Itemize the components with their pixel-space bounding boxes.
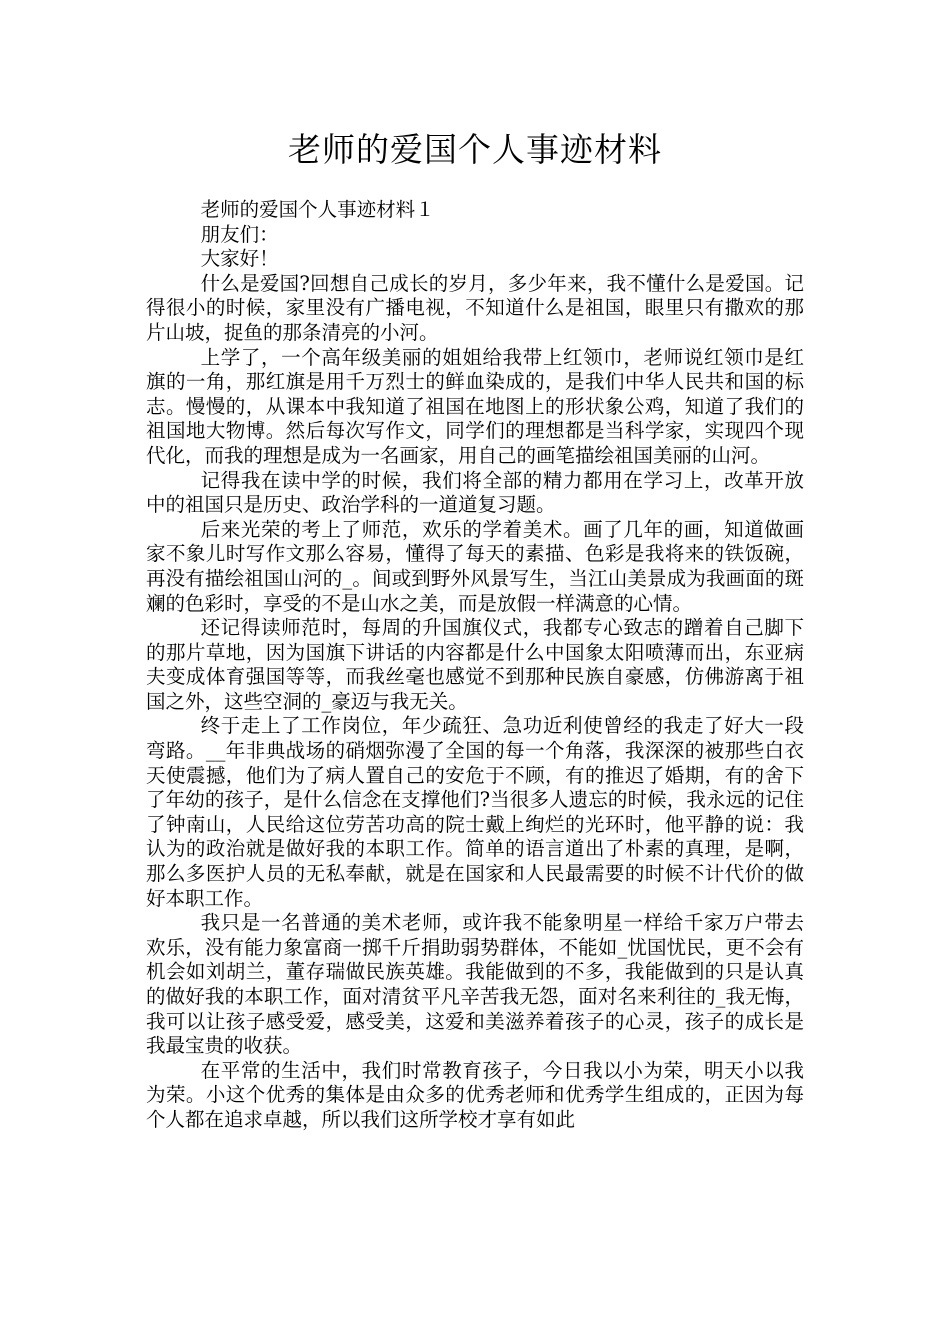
paragraph: 在平常的生活中，我们时常教育孩子，今日我以小为荣，明天小以我为荣。小这个优秀的集体是由众多的优秀老师和优秀学生组成的，正因为每个人都在追求卓越，所以我们这所学校才享有如此 [146, 1058, 804, 1131]
paragraph: 还记得读师范时，每周的升国旗仪式，我都专心致志的蹭着自己脚下的那片草地，因为国旗下讲话的内容都是什么中国象太阳喷薄而出，东亚病夫变成体育强国等等，而我丝毫也感觉不到那种民族自豪感，仿佛游离于祖国之外，这些空洞的_豪迈与我无关。 [146, 616, 804, 713]
section-heading: 老师的爱国个人事迹材料１ [200, 198, 435, 221]
paragraph: 什么是爱国?回想自己成长的岁月，多少年来，我不懂什么是爱国。记得很小的时候，家里没有广播电视，不知道什么是祖国，眼里只有撒欢的那片山坡，捉鱼的那条清亮的小河。 [146, 271, 804, 344]
document-title: 老师的爱国个人事迹材料 [288, 130, 662, 169]
paragraph: 我只是一名普通的美术老师，或许我不能象明星一样给千家万户带去欢乐，没有能力象富商一掷千斤捐助弱势群体，不能如_忧国忧民，更不会有机会如刘胡兰，董存瑞做民族英雄。我能做到的不多，我能做到的只是认真的做好我的本职工作，面对清贫平凡辛苦我无怨，面对名来利往的_我无悔，我可以让孩子感受爱，感受美，这爱和美滋养着孩子的心灵，孩子的成长是我最宝贵的收获。 [146, 911, 804, 1058]
greeting-line: 大家好！ [200, 247, 279, 271]
paragraph: 上学了，一个高年级美丽的姐姐给我带上红领巾，老师说红领巾是红旗的一角，那红旗是用千万烈士的鲜血染成的，是我们中华人民共和国的标志。慢慢的，从课本中我知道了祖国在地图上的形状象公鸡，知道了我们的祖国地大物博。然后每次写作文，同学们的理想都是当科学家，实现四个现代化，而我的理想是成为一名画家，用自己的画笔描绘祖国美丽的山河。 [146, 345, 804, 467]
paragraph: 记得我在读中学的时候，我们将全部的精力都用在学习上，改革开放中的祖国只是历史、政治学科的一道道复习题。 [146, 468, 804, 517]
paragraph: 终于走上了工作岗位，年少疏狂、急功近利使曾经的我走了好大一段弯路。__年非典战场的硝烟弥漫了全国的每一个角落，我深深的被那些白衣天使震撼，他们为了病人置自己的安危于不顾，有的推迟了婚期，有的舍下了年幼的孩子，是什么信念在支撑他们?当很多人遗忘的时候，我永远的记住了钟南山，人民给这位劳苦功高的院士戴上绚烂的光环时，他平静的说：我认为的政治就是做好我的本职工作。简单的语言道出了朴素的真理，是啊，那么多医护人员的无私奉献，就是在国家和人民最需要的时候不计代价的做好本职工作。 [146, 714, 804, 910]
paragraph: 后来光荣的考上了师范，欢乐的学着美术。画了几年的画，知道做画家不象儿时写作文那么容易，懂得了每天的素描、色彩是我将来的铁饭碗，再没有描绘祖国山河的_。间或到野外风景写生，当江山美景成为我画面的斑斓的色彩时，享受的不是山水之美，而是放假一样满意的心情。 [146, 517, 804, 615]
document-body [146, 198, 804, 1133]
salutation-line: 朋友们： [200, 222, 279, 246]
